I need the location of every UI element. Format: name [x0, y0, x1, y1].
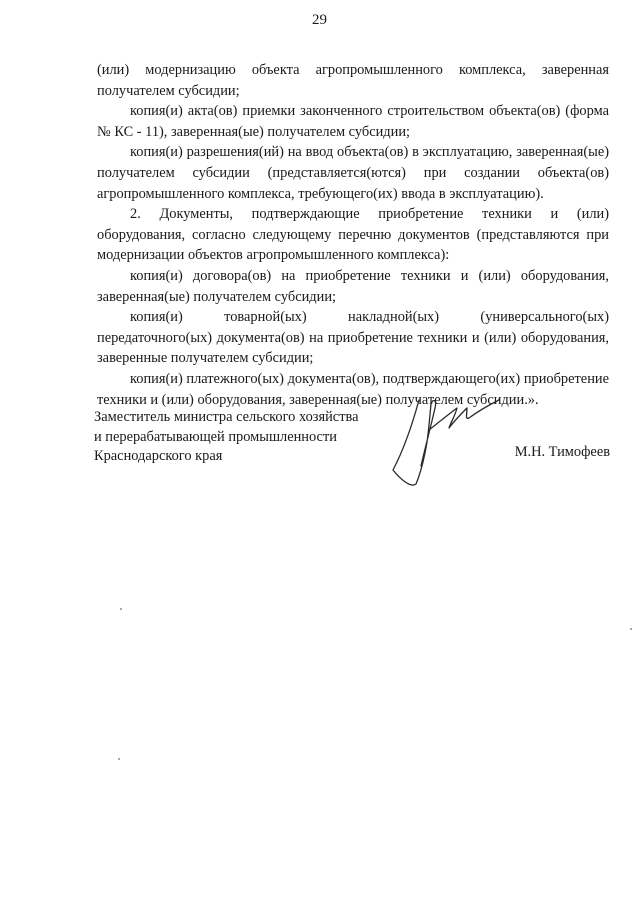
paragraph: копия(и) платежного(ых) документа(ов), подтверждающего(их) приобретение техники и (или) оборудования, заверенная(ые) получателем субсидии.». — [97, 370, 609, 408]
signatory-title-line: и перерабатывающей промышленности — [94, 428, 337, 445]
signatory-name: М.Н. Тимофеев — [514, 444, 610, 460]
handwritten-signature — [383, 392, 503, 492]
paragraph: копия(и) акта(ов) приемки законченного строительством объекта(ов) (форма № КС - 11), заверенная(ые) получателем субсидии; — [97, 103, 609, 140]
document-body — [97, 60, 609, 410]
signatory-title-line: Краснодарского края — [94, 448, 223, 464]
scan-speck — [120, 608, 122, 610]
paragraph: (или) модернизацию объекта агропромышленного комплекса, заверенная получателем субсидии; — [97, 62, 609, 99]
scan-speck — [118, 758, 120, 760]
paragraph: копия(и) договора(ов) на приобретение техники и (или) оборудования, заверенная(ые) получателем субсидии; — [97, 267, 609, 305]
signatory-title-line: Заместитель министра сельского хозяйства — [94, 409, 359, 425]
scan-speck — [630, 628, 632, 630]
page-number: 29 — [312, 12, 327, 28]
paragraph: копия(и) товарной(ых) накладной(ых) (универсального(ых) передаточного(ых) документа(ов) на приобретение техники и (или) оборудования, заверенные получателем субсидии; — [97, 309, 609, 367]
paragraph: 2. Документы, подтверждающие приобретение техники и (или) оборудования, согласно следующему перечню документов (представляются при модернизации объектов агропромышленного комплекса): — [97, 206, 609, 264]
signatory-title — [94, 408, 394, 467]
paragraph: копия(и) разрешения(ий) на ввод объекта(ов) в эксплуатацию, заверенная(ые) получателем субсидии (представляется(ются) при создании объекта(ов) агропромышленного комплекса, требующего(их) ввода в эксплуатацию). — [97, 144, 609, 202]
